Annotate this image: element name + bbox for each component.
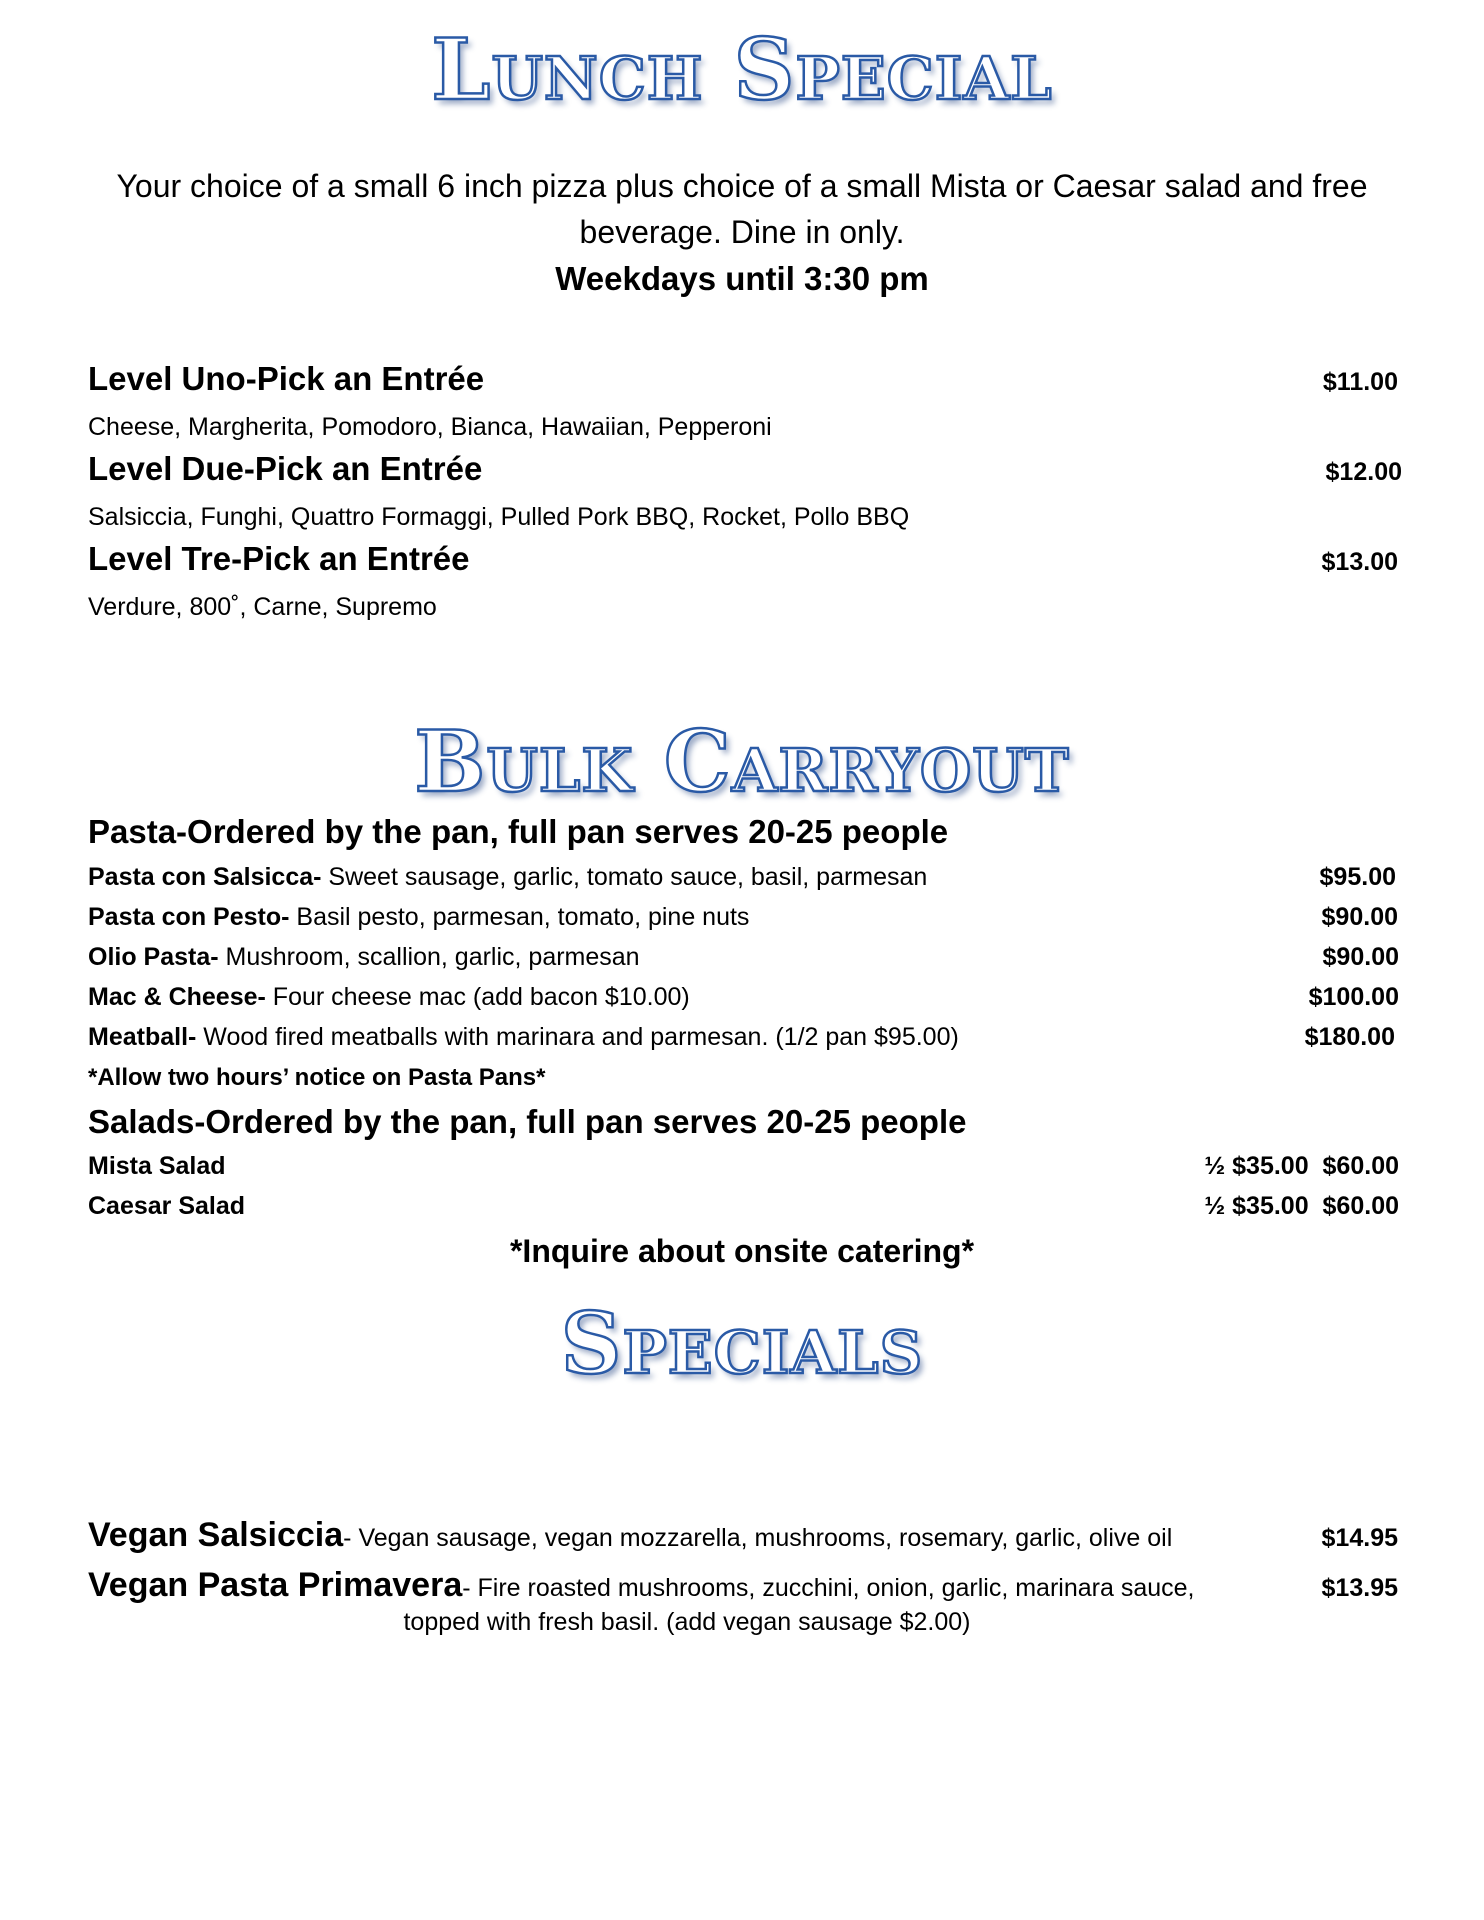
pasta-item-name: Pasta con Pesto-: [88, 903, 290, 931]
catering-note: *Inquire about onsite catering*: [509, 1233, 975, 1269]
pasta-item-price: $90.00: [1322, 943, 1399, 971]
special-item-desc-continued: topped with fresh basil. (add vegan sausage $2.00): [403, 1608, 971, 1636]
pasta-item-desc: Four cheese mac (add bacon $10.00): [265, 983, 690, 1011]
level-uno-title: Level Uno-Pick an Entrée: [88, 360, 485, 397]
pasta-notice: *Allow two hours’ notice on Pasta Pans*: [88, 1064, 546, 1091]
salad-name: Caesar Salad: [88, 1192, 246, 1220]
special-item-text: [88, 1566, 1194, 1605]
pasta-item-desc: Mushroom, scallion, garlic, parmesan: [218, 943, 640, 971]
salad-full-price: $60.00: [1322, 1152, 1399, 1180]
special-item-row: [88, 1516, 1398, 1555]
salad-row: [88, 1152, 1399, 1181]
level-tre-row: [88, 540, 1398, 578]
special-item-price: $14.95: [1321, 1524, 1398, 1552]
pasta-item-text: [88, 983, 690, 1012]
special-item-desc: - Fire roasted mushrooms, zucchini, onion, garlic, marinara sauce,: [462, 1574, 1195, 1602]
special-item-name: Vegan Salsiccia: [88, 1516, 344, 1554]
pasta-item-price: $90.00: [1321, 903, 1398, 931]
salad-prices: [1204, 1192, 1399, 1221]
pasta-item-text: [88, 903, 749, 932]
salads-section-title: Salads-Ordered by the pan, full pan serves 20-25 people: [88, 1103, 967, 1140]
level-uno-items: Cheese, Margherita, Pomodoro, Bianca, Hawaiian, Pepperoni: [88, 413, 772, 441]
level-due-items: Salsiccia, Funghi, Quattro Formaggi, Pulled Pork BBQ, Rocket, Pollo BBQ: [88, 503, 910, 531]
lunch-intro-text: Your choice of a small 6 inch pizza plus choice of a small Mista or Caesar salad and free beverage. Dine in only.: [116, 168, 1368, 250]
pasta-item-row: [88, 1023, 1395, 1052]
salad-row: [88, 1192, 1399, 1221]
bulk-carryout-heading: Bulk Carryout: [414, 712, 1070, 811]
salad-half-price: ½ $35.00: [1204, 1152, 1309, 1180]
salad-name: Mista Salad: [88, 1152, 226, 1180]
pasta-item-text: [88, 863, 927, 892]
pasta-item-desc: Sweet sausage, garlic, tomato sauce, basil, parmesan: [321, 863, 928, 891]
level-tre-title: Level Tre-Pick an Entrée: [88, 540, 470, 577]
pasta-item-price: $100.00: [1308, 983, 1399, 1011]
salad-half-price: ½ $35.00: [1204, 1192, 1309, 1220]
level-uno-row: [88, 360, 1398, 398]
pasta-section-title: Pasta-Ordered by the pan, full pan serves 20-25 people: [88, 813, 949, 850]
pasta-item-name: Pasta con Salsicca-: [88, 863, 322, 891]
pasta-item-price: $95.00: [1319, 863, 1396, 891]
pasta-item-name: Olio Pasta-: [88, 943, 219, 971]
special-item-row: [88, 1566, 1398, 1605]
pasta-item-row: [88, 983, 1399, 1012]
specials-heading: Specials: [560, 1294, 924, 1393]
special-item-text: [88, 1516, 1172, 1555]
pasta-item-name: Mac & Cheese-: [88, 983, 266, 1011]
special-item-name: Vegan Pasta Primavera: [88, 1566, 463, 1604]
level-due-price: $12.00: [1325, 458, 1402, 486]
special-item-price: $13.95: [1321, 1574, 1398, 1602]
pasta-item-desc: Wood fired meatballs with marinara and parmesan. (1/2 pan $95.00): [196, 1023, 959, 1051]
special-item-desc: - Vegan sausage, vegan mozzarella, mushrooms, rosemary, garlic, olive oil: [343, 1524, 1173, 1552]
salad-full-price: $60.00: [1322, 1192, 1399, 1220]
pasta-item-text: [88, 1023, 959, 1052]
pasta-item-desc: Basil pesto, parmesan, tomato, pine nuts: [289, 903, 750, 931]
pasta-item-text: [88, 943, 640, 972]
pasta-item-row: [88, 863, 1396, 892]
pasta-item-row: [88, 903, 1398, 932]
level-due-title: Level Due-Pick an Entrée: [88, 450, 483, 487]
level-tre-items: Verdure, 800˚, Carne, Supremo: [88, 593, 437, 621]
salad-prices: [1204, 1152, 1399, 1181]
level-tre-price: $13.00: [1321, 548, 1398, 576]
lunch-hours: Weekdays until 3:30 pm: [555, 260, 929, 297]
level-due-row: [88, 450, 1402, 488]
pasta-item-price: $180.00: [1304, 1023, 1395, 1051]
level-uno-price: $11.00: [1322, 368, 1398, 396]
pasta-item-row: [88, 943, 1399, 972]
lunch-special-heading: Lunch Special: [431, 20, 1053, 119]
pasta-item-name: Meatball-: [88, 1023, 197, 1051]
